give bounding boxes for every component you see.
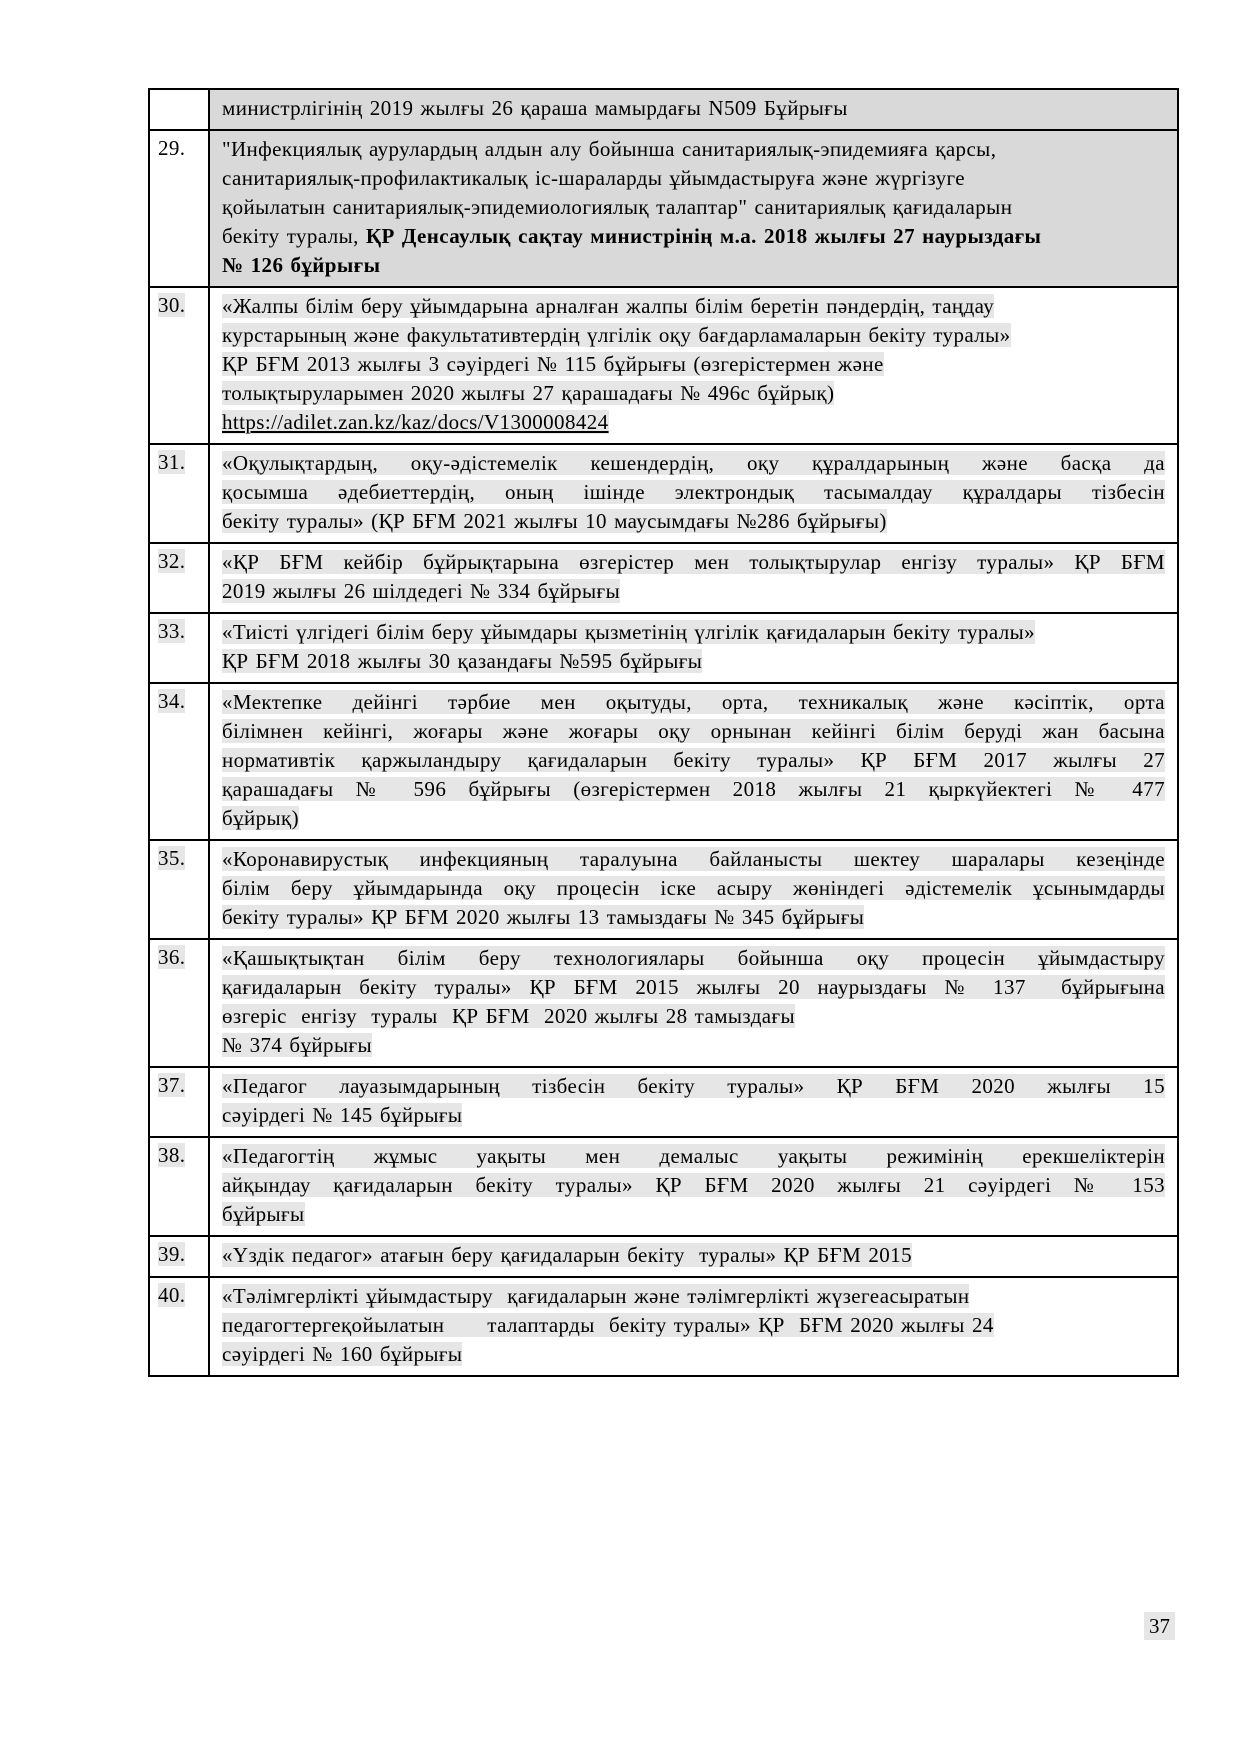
text-line	[222, 1142, 1165, 1171]
text-line	[222, 1200, 1165, 1229]
text-line	[222, 164, 1165, 193]
text-run: бұйрық)	[222, 806, 300, 830]
row-number: 32.	[158, 549, 186, 573]
row-content-cell	[209, 939, 1178, 1067]
text-run: «Жалпы білім беру ұйымдарына арналған жалпы білім беретін пәндердің, таңдау	[222, 294, 995, 318]
text-run: «Үздік педагог» атағын беру қағидаларын бекіту туралы» ҚР БҒМ 2015	[222, 1243, 912, 1267]
document-table-body	[149, 89, 1178, 1376]
text-run: ҚР БҒМ 2018 жылғы 30 қазандағы №595 бұйрығы	[222, 649, 703, 673]
table-row	[149, 939, 1178, 1067]
text-line	[222, 717, 1165, 746]
row-content-cell	[209, 89, 1178, 130]
table-row	[149, 1137, 1178, 1236]
text-run: бұйрығы	[222, 1202, 305, 1226]
row-content-cell	[209, 287, 1178, 444]
text-run: «Педагогтің жұмыс уақыты мен демалыс уақыты режимінің ерекшеліктерін	[222, 1144, 1165, 1168]
row-number-cell	[149, 287, 209, 444]
text-run: «Оқулықтардың, оқу-әдістемелік кешендердің, оқу құралдарының және басқа да	[222, 451, 1165, 475]
text-line	[222, 775, 1165, 804]
text-line	[222, 135, 1165, 164]
text-line	[222, 379, 1165, 408]
text-line	[222, 94, 1165, 123]
document-link[interactable]: https://adilet.zan.kz/kaz/docs/V1300008424	[222, 410, 609, 434]
text-run: бекіту туралы» (ҚР БҒМ 2021 жылғы 10 маусымдағы №286 бұйрығы)	[222, 509, 887, 533]
text-run: «ҚР БҒМ кейбір бұйрықтарына өзгерістер мен толықтырулар енгізу туралы» ҚР БҒМ	[222, 550, 1165, 574]
text-run: бекіту туралы,	[222, 224, 366, 248]
text-line	[222, 1282, 1165, 1311]
row-number-cell	[149, 130, 209, 287]
text-run: қосымша әдебиеттердің, оның ішінде электрондық тасымалдау құралдары тізбесін	[222, 480, 1165, 504]
table-row	[149, 683, 1178, 840]
text-line	[222, 1072, 1165, 1101]
text-run: ҚР Денсаулық сақтау министрінің м.а. 2018 жылғы 27 наурыздағы	[365, 224, 1042, 248]
text-run: «Тиісті үлгідегі білім беру ұйымдары қызметінің үлгілік қағидаларын бекіту туралы»	[222, 620, 1036, 644]
table-row	[149, 287, 1178, 444]
text-run: «Педагог лауазымдарының тізбесін бекіту туралы» ҚР БҒМ 2020 жылғы 15	[222, 1074, 1165, 1098]
text-line	[222, 251, 1165, 280]
text-line	[222, 449, 1165, 478]
text-line	[222, 350, 1165, 379]
page-number-value: 37	[1144, 1612, 1175, 1640]
row-number-cell	[149, 444, 209, 543]
row-content-cell	[209, 1277, 1178, 1376]
text-line	[222, 688, 1165, 717]
text-run: нормативтік қаржыландыру қағидаларын бекіту туралы» ҚР БҒМ 2017 жылғы 27	[222, 748, 1165, 772]
row-number: 31.	[158, 450, 186, 474]
row-number: 29.	[158, 136, 186, 160]
row-number-cell	[149, 1137, 209, 1236]
row-content-cell	[209, 840, 1178, 939]
text-line	[222, 1171, 1165, 1200]
row-content-cell	[209, 543, 1178, 613]
text-line	[222, 507, 1165, 536]
text-line	[222, 618, 1165, 647]
table-row	[149, 1277, 1178, 1376]
text-line	[222, 548, 1165, 577]
text-line	[222, 973, 1165, 1002]
row-content-cell	[209, 444, 1178, 543]
row-number-cell	[149, 613, 209, 683]
row-number: 37.	[158, 1073, 186, 1097]
row-content-cell	[209, 1067, 1178, 1137]
text-line	[222, 1031, 1165, 1060]
table-row	[149, 444, 1178, 543]
row-content-cell	[209, 130, 1178, 287]
text-run: қойылатын санитариялық-эпидемиологиялық талаптар" санитариялық қағидаларын	[222, 195, 1013, 219]
row-number-cell	[149, 683, 209, 840]
text-line	[222, 1340, 1165, 1369]
row-content-cell	[209, 613, 1178, 683]
text-run: бекіту туралы» ҚР БҒМ 2020 жылғы 13 тамыздағы № 345 бұйрығы	[222, 905, 865, 929]
row-number: 39.	[158, 1242, 186, 1266]
text-run: сәуірдегі № 160 бұйрығы	[222, 1342, 463, 1366]
document-table	[148, 88, 1179, 1377]
text-line	[222, 647, 1165, 676]
text-run: «Тәлімгерлікті ұйымдастыру қағидаларын және тәлімгерлікті жүзегеасыратын	[222, 1284, 970, 1308]
text-line	[222, 1311, 1165, 1340]
table-row	[149, 840, 1178, 939]
text-line	[222, 1241, 1165, 1270]
row-number: 33.	[158, 619, 186, 643]
table-row	[149, 543, 1178, 613]
row-content-cell	[209, 1137, 1178, 1236]
text-run: толықтыруларымен 2020 жылғы 27 қарашадағы № 496с бұйрық)	[222, 381, 835, 405]
text-run: ҚР БҒМ 2013 жылғы 3 сәуірдегі № 115 бұйрығы (өзгерістермен және	[222, 352, 884, 376]
row-number-cell	[149, 543, 209, 613]
row-number: 30.	[158, 293, 186, 317]
row-content-cell	[209, 1236, 1178, 1277]
text-run: қарашадағы № 596 бұйрығы (өзгерістермен 2018 жылғы 21 қыркүйектегі № 477	[222, 777, 1165, 801]
row-number-cell	[149, 840, 209, 939]
text-run: өзгеріс енгізу туралы ҚР БҒМ 2020 жылғы 28 тамыздағы	[222, 1004, 796, 1028]
row-number-cell	[149, 89, 209, 130]
text-line	[222, 1101, 1165, 1130]
text-run: санитариялық-профилактикалық іс-шараларды ұйымдастыруға және жүргізуге	[222, 166, 965, 190]
text-line	[222, 944, 1165, 973]
text-run: айқындау қағидаларын бекіту туралы» ҚР БҒМ 2020 жылғы 21 сәуірдегі № 153	[222, 1173, 1165, 1197]
row-number: 34.	[158, 689, 186, 713]
text-line	[222, 577, 1165, 606]
row-number-cell	[149, 1277, 209, 1376]
text-run: білім беру ұйымдарында оқу процесін іске асыру жөніндегі әдістемелік ұсынымдарды	[222, 876, 1165, 900]
text-run: қағидаларын бекіту туралы» ҚР БҒМ 2015 жылғы 20 наурыздағы № 137 бұйрығына	[222, 975, 1165, 999]
text-line	[222, 478, 1165, 507]
text-run: «Мектепке дейінгі тәрбие мен оқытуды, орта, техникалық және кәсіптік, орта	[222, 690, 1165, 714]
text-run: "Инфекциялық аурулардың алдын алу бойынша санитариялық-эпидемияға қарсы,	[222, 137, 997, 161]
row-number-cell	[149, 1236, 209, 1277]
text-line	[222, 321, 1165, 350]
text-run: министрлігінің 2019 жылғы 26 қараша мамырдағы N509 Бұйрығы	[222, 96, 848, 120]
table-row	[149, 613, 1178, 683]
text-run: «Коронавирустық инфекцияның таралуына байланысты шектеу шаралары кезеңінде	[222, 847, 1165, 871]
row-number: 40.	[158, 1283, 186, 1307]
table-row	[149, 130, 1178, 287]
row-number-cell	[149, 939, 209, 1067]
text-run: № 374 бұйрығы	[222, 1033, 372, 1057]
text-run: № 126 бұйрығы	[222, 253, 381, 277]
text-line	[222, 408, 1165, 437]
page-number	[1144, 1612, 1175, 1641]
table-row	[149, 1067, 1178, 1137]
text-run: сәуірдегі № 145 бұйрығы	[222, 1103, 463, 1127]
text-run: педагогтергеқойылатын талаптарды бекіту туралы» ҚР БҒМ 2020 жылғы 24	[222, 1313, 994, 1337]
text-run: білімнен кейінгі, жоғары және жоғары оқу орнынан кейінгі білім беруді жан басына	[222, 719, 1165, 743]
text-line	[222, 845, 1165, 874]
text-run: 2019 жылғы 26 шілдедегі № 334 бұйрығы	[222, 579, 621, 603]
text-run: курстарының және факультативтердің үлгілік оқу бағдарламаларын бекіту туралы»	[222, 323, 1011, 347]
text-line	[222, 1002, 1165, 1031]
row-number: 36.	[158, 945, 186, 969]
text-line	[222, 874, 1165, 903]
row-content-cell	[209, 683, 1178, 840]
text-line	[222, 222, 1165, 251]
row-number-cell	[149, 1067, 209, 1137]
text-line	[222, 193, 1165, 222]
text-run: «Қашықтықтан білім беру технологиялары бойынша оқу процесін ұйымдастыру	[222, 946, 1165, 970]
row-number: 35.	[158, 846, 186, 870]
text-line	[222, 903, 1165, 932]
table-row	[149, 89, 1178, 130]
row-number: 38.	[158, 1143, 186, 1167]
text-line	[222, 746, 1165, 775]
table-row	[149, 1236, 1178, 1277]
text-line	[222, 804, 1165, 833]
text-line	[222, 292, 1165, 321]
